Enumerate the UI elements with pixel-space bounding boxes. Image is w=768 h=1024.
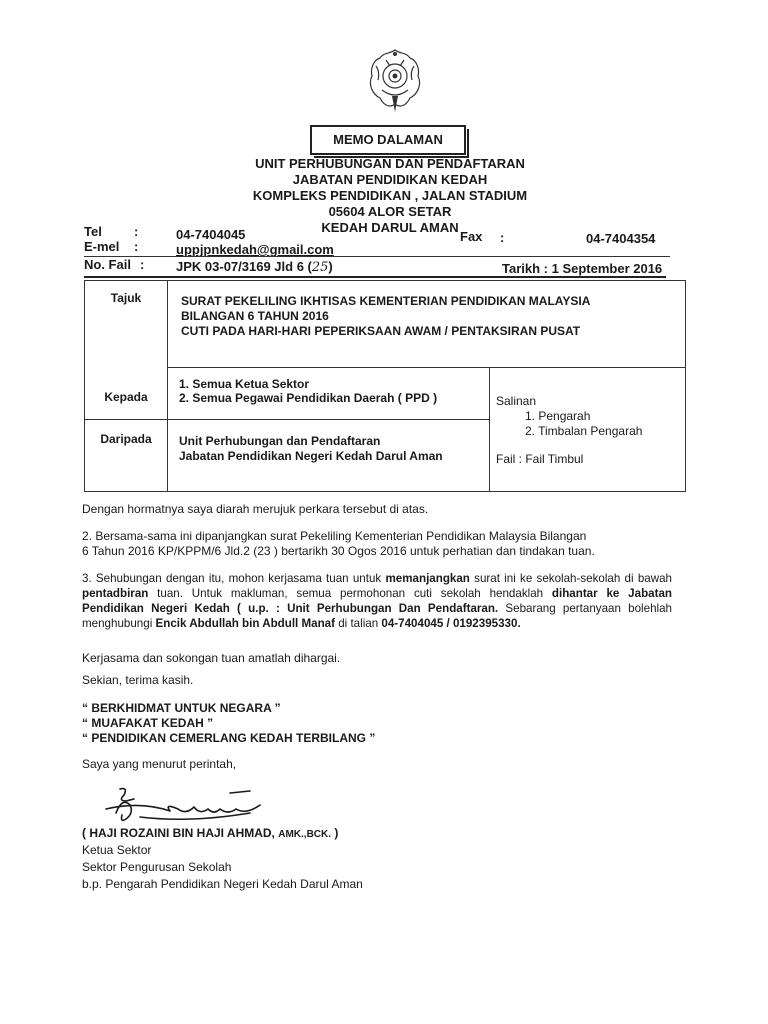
file-number-handwritten: 25: [311, 260, 329, 275]
tel-colon: :: [134, 224, 139, 239]
paragraph-4: Kerjasama dan sokongan tuan amatlah dihargai.: [82, 651, 341, 665]
signatory-name-text: ( HAJI ROZAINI BIN HAJI AHMAD,: [82, 826, 279, 840]
memo-info-table: [84, 280, 686, 492]
memo-date: Tarikh : 1 September 2016: [502, 261, 663, 276]
signatory-position: Ketua Sektor: [82, 843, 152, 857]
file-label: No. Fail: [84, 257, 131, 272]
file-number-close: ): [328, 259, 333, 274]
salinan-item-2: 2. Timbalan Pengarah: [525, 424, 643, 438]
daripada-label: Daripada: [100, 432, 152, 446]
header-rule-top: [84, 256, 670, 257]
header-rule-bottom: [84, 276, 666, 278]
email-label: E-mel: [84, 239, 120, 254]
p3-part-h: Encik Abdullah bin Abdull Manaf: [155, 617, 335, 630]
tajuk-label: Tajuk: [110, 291, 142, 305]
fail-text: Fail : Fail Timbul: [496, 452, 584, 466]
tel-value: 04-7404045: [176, 227, 246, 242]
daripada-line-1: Unit Perhubungan dan Pendaftaran: [179, 434, 381, 448]
kepada-line-2: 2. Semua Pegawai Pendidikan Daerah ( PPD ): [179, 391, 438, 405]
header-unit: UNIT PERHUBUNGAN DAN PENDAFTARAN: [255, 156, 525, 171]
fax-value: 04-7404354: [586, 231, 656, 246]
tajuk-line-2: BILANGAN 6 TAHUN 2016: [181, 309, 329, 323]
table-divider-label: [167, 281, 168, 491]
memo-title-box: MEMO DALAMAN: [310, 125, 466, 155]
tajuk-line-1: SURAT PEKELILING IKHTISAS KEMENTERIAN PENDIDIKAN MALAYSIA: [181, 294, 591, 308]
signatory-name: [82, 825, 338, 843]
signatory-sector: Sektor Pengurusan Sekolah: [82, 860, 232, 874]
motto-1: “ BERKHIDMAT UNTUK NEGARA ”: [82, 701, 281, 715]
header-state: KEDAH DARUL AMAN: [321, 220, 459, 235]
state-crest-icon: [362, 46, 428, 116]
p3-part-e: tuan. Untuk makluman, semua permohonan cuti sekolah hendaklah: [148, 587, 552, 600]
kepada-line-1: 1. Semua Ketua Sektor: [179, 377, 310, 391]
motto-3: “ PENDIDIKAN CEMERLANG KEDAH TERBILANG ”: [82, 731, 376, 745]
kepada-label: Kepada: [104, 390, 148, 404]
signatory-on-behalf: b.p. Pengarah Pendidikan Negeri Kedah Darul Aman: [82, 877, 363, 891]
fax-colon: :: [500, 230, 505, 245]
email-link[interactable]: uppjpnkedah@gmail.com: [176, 242, 334, 257]
salinan-item-1: 1. Pengarah: [525, 409, 591, 423]
paragraph-2: [82, 529, 672, 559]
tajuk-line-3: CUTI PADA HARI-HARI PEPERIKSAAN AWAM / PENTAKSIRAN PUSAT: [181, 324, 581, 338]
p3-part-g: Sebarang pertanyaan bolehlah menghubungi: [82, 602, 672, 630]
p3-part-d: pentadbiran: [82, 587, 149, 600]
file-colon: :: [140, 257, 145, 272]
signatory-honours: AMK.,BCK.: [278, 829, 332, 840]
file-number-text: JPK 03-07/3169 Jld 6 (: [176, 259, 312, 274]
salinan-label: Salinan: [496, 394, 537, 408]
signature-icon: [100, 783, 280, 827]
signatory-name-close: ): [331, 826, 339, 840]
paragraph-5: Sekian, terima kasih.: [82, 673, 194, 687]
table-divider-salinan: [489, 367, 490, 491]
p3-part-b: memanjangkan: [385, 572, 470, 585]
header-complex: KOMPLEKS PENDIDIKAN , JALAN STADIUM: [252, 188, 528, 203]
header-postcode: 05604 ALOR SETAR: [328, 204, 452, 219]
motto-2: “ MUAFAKAT KEDAH ”: [82, 716, 214, 730]
table-divider-tajuk: [167, 367, 685, 368]
email-colon: :: [134, 239, 139, 254]
file-number: [176, 259, 333, 275]
p3-part-j: 04-7404045 / 0192395330.: [381, 617, 521, 630]
header-department: JABATAN PENDIDIKAN KEDAH: [292, 172, 488, 187]
closing-line: Saya yang menurut perintah,: [82, 757, 237, 771]
p3-part-c: surat ini ke sekolah-sekolah di bawah: [469, 572, 673, 585]
daripada-line-2: Jabatan Pendidikan Negeri Kedah Darul Aman: [179, 449, 443, 463]
tel-label: Tel: [84, 224, 102, 239]
p3-part-i: di talian: [335, 617, 382, 630]
table-divider-kepada: [85, 419, 489, 420]
paragraph-2-line-2: 6 Tahun 2016 KP/KPPM/6 Jld.2 (23 ) bertarikh 30 Ogos 2016 untuk perhatian dan tindakan tuan.: [82, 544, 595, 558]
paragraph-2-line-1: 2. Bersama-sama ini dipanjangkan surat Pekeliling Kementerian Pendidikan Malaysia Bilangan: [82, 529, 587, 543]
p3-part-f: dihantar ke Jabatan Pendidikan Negeri Kedah ( u.p. : Unit Perhubungan Dan Pendaftaran.: [82, 587, 672, 615]
fax-label: Fax: [460, 229, 483, 244]
p3-part-a: 3. Sehubungan dengan itu, mohon kerjasama tuan untuk: [82, 572, 386, 585]
paragraph-1: Dengan hormatnya saya diarah merujuk perkara tersebut di atas.: [82, 502, 429, 516]
paragraph-3: [82, 571, 672, 631]
